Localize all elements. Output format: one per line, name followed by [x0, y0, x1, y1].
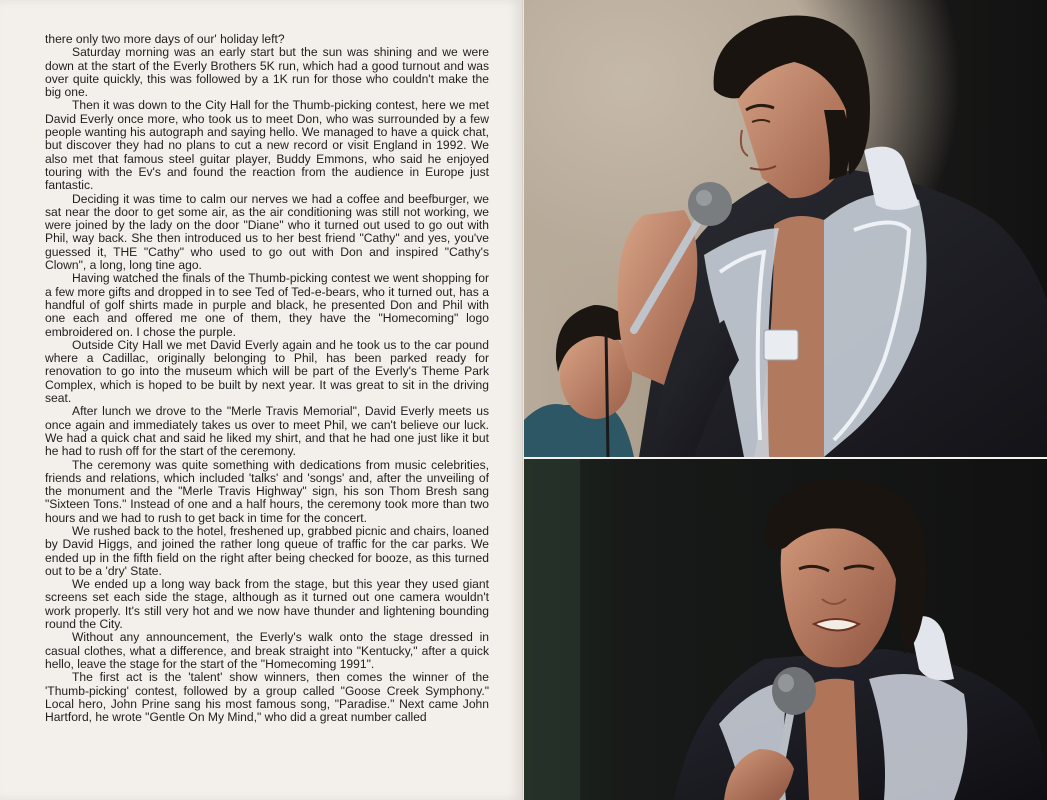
paragraph-7: After lunch we drove to the "Merle Travis Memorial", David Everly meets us once again and immediately takes us over to meet Phil, we can't believe our luck. We had a quick chat and said he liked my shirt, and that he had one just like it but he had to rush off for the start of the ceremony.	[45, 404, 489, 459]
background-man	[524, 305, 636, 457]
paragraph-12: The first act is the 'talent' show winners, then comes the winner of the 'Thumb-picking' contest, followed by a group called "Goose Creek Symphony." Local hero, John Prine sang his most famous song, "Paradise." Next came John Hartford, he wrote "Gentle On My Mind," who did a great number called	[45, 670, 489, 725]
paragraph-6: Outside City Hall we met David Everly again and he took us to the car pound where a Cadillac, originally belonging to Phil, has been parked ready for renovation to go into the museum which will be part of the Everly's Theme Park Complex, which is hoped to be built by next year. It was great to sit in the driving seat.	[45, 337, 489, 406]
paragraph-8: The ceremony was quite something with dedications from music celebrities, friends and relations, which included 'talks' and 'songs' and, after the unveiling of the monument and the "Merle Travis Highway" sign, his son Thom Bresh sang "Sixteen Tons." Instead of one and a half hours, the ceremony took more than two hours and we had to rush to get back in time for the concert.	[45, 457, 489, 525]
paragraph-4: Deciding it was time to calm our nerves we had a coffee and beefburger, we sat near the door to get some air, as the air conditioning was still not working, we were joined by the lady on the door "Diane" who it turned out used to go out with Phil, way back. She then introduced us to her best friend "Cathy" and yes, you've guessed it, THE "Cathy" who used to go out with Don and inspired "Cathy's Clown", a long, long tine ago.	[45, 191, 489, 273]
photo-singer-bottom-art	[524, 459, 1047, 800]
text-page	[0, 0, 522, 800]
paragraph-3: Then it was down to the City Hall for the Thumb-picking contest, here we met David Everly once more, who took us to meet Don, who was surrounded by a few people wanting his autograph and saying hello. We managed to have a quick chat, but discover they had no plans to cut a new record or visit England in 1992. We also met that famous steel guitar player, Buddy Emmons, who said he enjoyed touring with the Ev's and found the reaction from the audience in Europe just fantastic.	[45, 98, 489, 193]
photo-singer-bottom	[524, 459, 1047, 800]
photo-singer-top-art	[524, 0, 1047, 457]
paragraph-2: Saturday morning was an early start but the sun was shining and we were down at the start of the Everly Brothers 5K run, which had a good turnout and was over quite quickly, this was followed by a 1K run for those who couldn't make the big one.	[45, 45, 489, 100]
paragraph-1: there only two more days of our' holiday left?	[45, 32, 285, 46]
paragraph-11: Without any announcement, the Everly's walk onto the stage dressed in casual clothes, what a difference, and break straight into "Kentucky," after a quick hello, leave the stage for the start of the "Homecoming 1991".	[45, 630, 489, 671]
singer-head	[714, 16, 870, 199]
paragraph-5: Having watched the finals of the Thumb-picking contest we went shopping for a few more gifts and dropped in to see Ted of Ted-e-bears, who it turned out, has a handful of golf shirts made in purple and black, he presented Don and Phil with one each and offered me one of them, they have the "Homecoming" logo embroidered on. I chose the purple.	[45, 271, 489, 339]
paragraph-10: We ended up a long way back from the stage, but this year they used giant screens set each side the stage, although as it turned out one camera wouldn't work properly. It's still very hot and we now have thunder and lightening bounding round the City.	[45, 577, 489, 632]
photo-singer-top	[524, 0, 1047, 457]
paragraph-9: We rushed back to the hotel, freshened up, grabbed picnic and chairs, loaned by David Higgs, and joined the rather long queue of traffic for the car parks. We ended up in the fifth field on the right after being checked for booze, as this turned out to be a 'dry' State.	[45, 523, 489, 578]
singer-head-bottom	[764, 479, 927, 668]
singer-body	[618, 147, 1047, 457]
article-text	[45, 33, 489, 724]
